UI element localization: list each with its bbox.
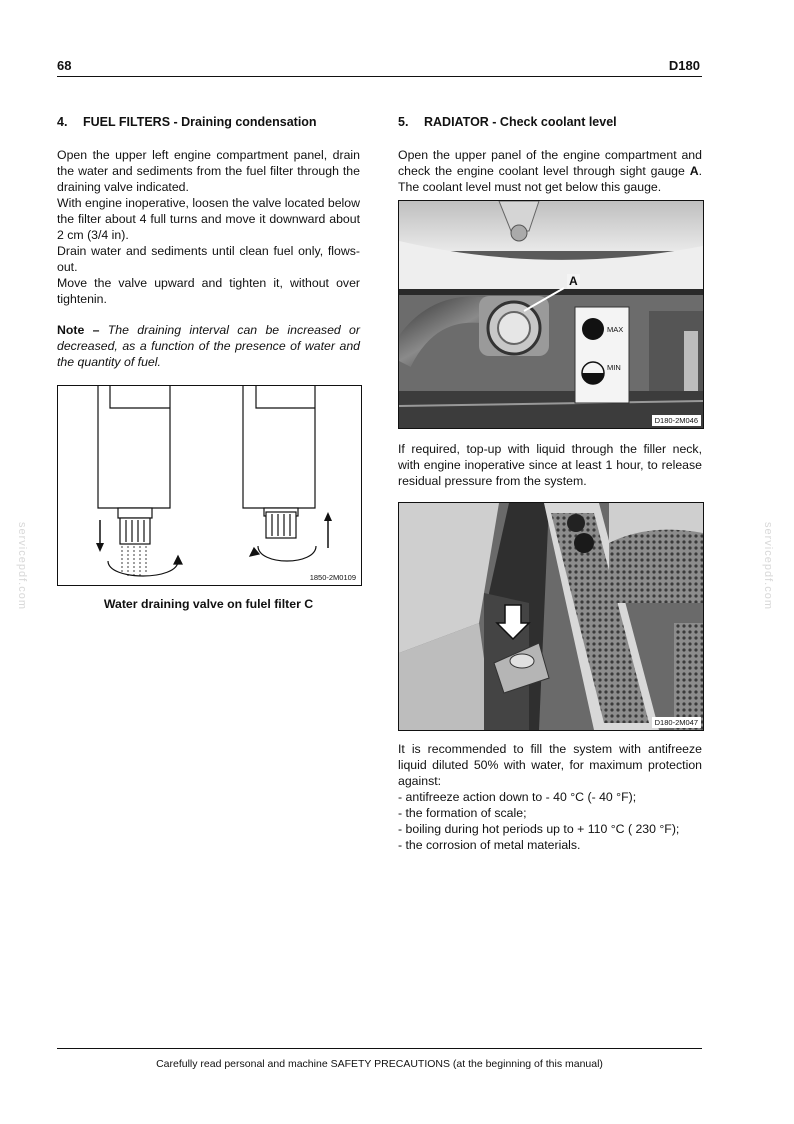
photo-code: D180-2M047 <box>652 717 701 728</box>
gauge-ref: A <box>689 164 699 178</box>
figure-code: 1850-2M0109 <box>307 572 359 583</box>
section-title: RADIATOR - Check coolant level <box>424 115 617 129</box>
up-arrow-icon <box>324 512 332 548</box>
fuel-filter-instructions <box>57 147 360 307</box>
filler-neck-image <box>399 503 703 730</box>
max-label: MAX <box>607 325 624 334</box>
page-number: 68 <box>57 58 72 73</box>
figure-caption: Water draining valve on fulel filter C <box>103 597 314 611</box>
paragraph: Open the upper left engine compartment panel, drain the water and sediments from the fuel filter through the draining valve indicated. <box>57 148 360 194</box>
watermark-left: servicepdf.com <box>15 522 28 610</box>
coolant-gauge-image <box>399 201 703 428</box>
antifreeze-intro: It is recommended to fill the system with antifreeze liquid diluted 50% with water, for maximum protection against: <box>398 742 702 788</box>
note-text: The draining interval can be increased or decreased, as a function of the presence of water and the quantity of fuel. <box>57 323 360 369</box>
header-rule <box>57 76 702 77</box>
radiator-intro <box>398 147 702 195</box>
down-arrow-icon <box>96 520 104 552</box>
section-heading-fuel-filters <box>57 115 367 129</box>
right-filter <box>243 386 316 561</box>
section-heading-radiator <box>398 115 702 129</box>
model-name: D180 <box>668 58 700 73</box>
paragraph: Drain water and sediments until clean fuel only, flows-out. <box>57 244 360 274</box>
paragraph: With engine inoperative, loosen the valve located below the filter about 4 full turns and move it downward about 2 cm (3/4 in). <box>57 196 360 242</box>
list-item: - the formation of scale; <box>398 805 702 821</box>
footer-rule <box>57 1048 702 1049</box>
intro-text-end: . The coolant level must not get below this gauge. <box>398 164 702 194</box>
note-block <box>57 322 360 370</box>
fuel-filter-figure <box>57 385 362 586</box>
paragraph: Move the valve upward and tighten it, without over tightenin. <box>57 276 360 306</box>
note-label: Note – <box>57 323 100 337</box>
list-item: - the corrosion of metal materials. <box>398 837 702 853</box>
gauge-label-a: A <box>569 274 578 288</box>
coolant-gauge-photo <box>398 200 704 429</box>
photo-code: D180-2M046 <box>652 415 701 426</box>
left-filter <box>98 386 182 578</box>
min-label: MIN <box>607 363 621 372</box>
section-number: 5. <box>398 115 409 129</box>
intro-text: Open the upper panel of the engine compartment and check the engine coolant level through sight gauge <box>398 148 702 178</box>
list-item: - boiling during hot periods up to + 110 °C ( 230 °F); <box>398 821 702 837</box>
list-item: - antifreeze action down to - 40 °C (- 40 °F); <box>398 789 702 805</box>
footer-text: Carefully read personal and machine SAFETY PRECAUTIONS (at the beginning of this manual) <box>156 1058 603 1070</box>
section-number: 4. <box>57 115 68 129</box>
watermark-right: servicepdf.com <box>761 522 774 610</box>
antifreeze-benefits-list <box>398 789 702 853</box>
topup-instructions: If required, top-up with liquid through the filler neck, with engine inoperative since at least 1 hour, to release residual pressure from the system. <box>398 442 702 488</box>
filler-neck-photo <box>398 502 704 731</box>
fuel-filter-drawing <box>58 386 361 585</box>
section-title: FUEL FILTERS - Draining condensation <box>83 115 317 129</box>
